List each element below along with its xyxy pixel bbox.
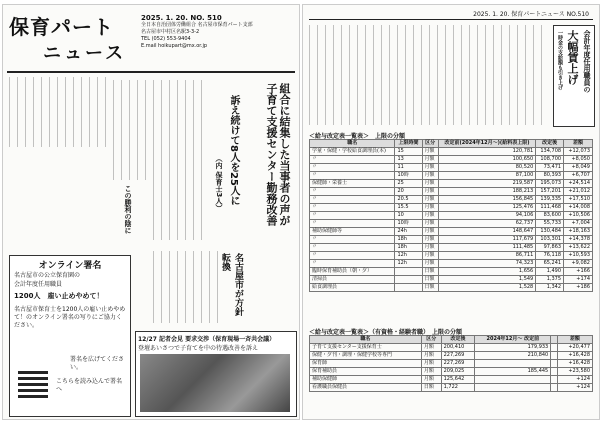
- table1-row: [310, 196, 593, 204]
- table2-cell: [475, 384, 551, 392]
- table2-cell: +124: [557, 376, 592, 384]
- table1-header-row: [310, 140, 593, 148]
- table1-cell: 18h: [395, 244, 422, 252]
- table1-cell: 156,845: [438, 196, 535, 204]
- table1-cell: +174: [564, 276, 593, 284]
- table1-cell: +18,163: [564, 228, 593, 236]
- table1-cell: 130,484: [536, 228, 564, 236]
- event-box: [135, 331, 297, 417]
- table1-cell: 195,073: [536, 180, 564, 188]
- online-line2: 会計年度任用職員: [14, 281, 63, 288]
- table2-row: [310, 384, 593, 392]
- table2-cell: 月額: [421, 344, 441, 352]
- table1-row: [310, 276, 593, 284]
- table2-cell: 日額: [421, 384, 441, 392]
- table1-cell: 清掃員: [310, 276, 395, 284]
- table1-cell: 日額: [422, 268, 438, 276]
- table1-cell: 74,323: [438, 260, 535, 268]
- table1-cell: 〃: [310, 252, 395, 260]
- table2-row: [310, 376, 593, 384]
- table1-row: [310, 220, 593, 228]
- table1-cell: 10時: [395, 220, 422, 228]
- online-petition-box: [9, 255, 131, 417]
- table2-caption: ＜給与改定表一覧表＞（有資格・経験者職） 上限の分額: [309, 329, 463, 336]
- table1-cell: +166: [564, 268, 593, 276]
- wage-headline-title: 会計年度任用職員の: [583, 30, 591, 93]
- table1-cell: 〃: [310, 188, 395, 196]
- table1-cell: [395, 276, 422, 284]
- table2-header-cell: 2024年12月〜 改定前: [475, 336, 551, 344]
- table1-row: [310, 172, 593, 180]
- table2-cell: +16,428: [557, 352, 592, 360]
- table1-cell: +8,049: [564, 164, 593, 172]
- table1-cell: 〃: [310, 156, 395, 164]
- wage-headline-big: 大幅賃上げ: [566, 30, 579, 85]
- table1-cell: 月額: [422, 180, 438, 188]
- left-page: [2, 4, 300, 420]
- masthead-info: [141, 15, 291, 50]
- table1-cell: 1,342: [536, 284, 564, 292]
- table1-cell: 120,781: [438, 148, 535, 156]
- table1-row: [310, 164, 593, 172]
- table1-cell: 80,393: [536, 172, 564, 180]
- table1-cell: 〃: [310, 260, 395, 268]
- table1-cell: 24h: [395, 228, 422, 236]
- logo-line2: ニュース: [43, 43, 127, 64]
- table1-cell: 55,733: [536, 220, 564, 228]
- table1-cell: 月額: [422, 260, 438, 268]
- table1-cell: 11: [395, 164, 422, 172]
- article2-body: [153, 251, 225, 323]
- table2-header-cell: 差額: [557, 336, 592, 344]
- table2-row: [310, 352, 593, 360]
- table2-header-cell: [551, 336, 558, 344]
- table1-cell: +10,506: [564, 212, 593, 220]
- table1-row: [310, 212, 593, 220]
- table1-row: [310, 260, 593, 268]
- table1-cell: 25: [395, 180, 422, 188]
- table1-cell: 97,863: [536, 244, 564, 252]
- table1-cell: 18h: [395, 236, 422, 244]
- table1-cell: 15.5: [395, 204, 422, 212]
- table1-cell: +13,622: [564, 244, 593, 252]
- table2-row: [310, 368, 593, 376]
- table2-cell: +16,428: [557, 360, 592, 368]
- table2-cell: 125,642: [441, 376, 475, 384]
- event-photo: [140, 354, 290, 412]
- table1-cell: 10: [395, 212, 422, 220]
- article1-subheadline2: （内 保育士3人）: [215, 155, 223, 212]
- table1-cell: 〃: [310, 212, 395, 220]
- table2-cell: [551, 376, 558, 384]
- telephone: TEL (052) 553-9404: [141, 36, 191, 42]
- table1-cell: [395, 268, 422, 276]
- table1-cell: 月額: [422, 212, 438, 220]
- right-header: 2025. 1. 20. 保育パートニュース NO.510: [473, 11, 589, 18]
- table2-cell: 185,445: [475, 368, 551, 376]
- table1-row: [310, 156, 593, 164]
- table1-row: [310, 236, 593, 244]
- table1-cell: 月額: [422, 172, 438, 180]
- table1-cell: 保健師・栄養士: [310, 180, 395, 188]
- table1-header-cell: 区分: [422, 140, 438, 148]
- intro-body: [9, 77, 109, 147]
- table1-cell: +24,514: [564, 180, 593, 188]
- table1-header-cell: 上限時間: [395, 140, 422, 148]
- table1-cell: 月額: [422, 164, 438, 172]
- table1-cell: +9,082: [564, 260, 593, 268]
- address: 名古屋市中村区名駅3-3-2: [141, 29, 200, 35]
- table2-cell: 209,025: [441, 368, 475, 376]
- table1-cell: 給食調理員: [310, 284, 395, 292]
- table1-cell: 月額: [422, 236, 438, 244]
- online-line3: 1200人 雇い止めやめて！: [14, 292, 104, 300]
- table1-cell: 12h: [395, 260, 422, 268]
- table1-row: [310, 204, 593, 212]
- qr-note: こちらを読み込んで署名へ: [56, 378, 123, 393]
- wage-headline-box: [553, 25, 595, 127]
- table2-cell: 保育師: [310, 360, 422, 368]
- table2-cell: +20,477: [557, 344, 592, 352]
- table1-header-cell: 差額: [564, 140, 593, 148]
- table1-cell: 219,587: [438, 180, 535, 188]
- table1-cell: 20.5: [395, 196, 422, 204]
- table1-cell: 1,375: [536, 276, 564, 284]
- table2-cell: 179,933: [475, 344, 551, 352]
- table2-cell: 看護職員保健員: [310, 384, 422, 392]
- table2-cell: 月額: [421, 368, 441, 376]
- table2-cell: 補助保健師: [310, 376, 422, 384]
- table1-row: [310, 252, 593, 260]
- table1-cell: [395, 284, 422, 292]
- event-subtitle: 登壇あいさつで子育てを中の待遇改善を訴え: [138, 345, 259, 352]
- table1-cell: 月額: [422, 204, 438, 212]
- table1-row: [310, 180, 593, 188]
- table1-cell: 〃: [310, 164, 395, 172]
- table1-cell: 月額: [422, 220, 438, 228]
- table2-row: [310, 360, 593, 368]
- table1-cell: 15: [395, 148, 422, 156]
- table1-cell: 月額: [422, 228, 438, 236]
- salary-table-2: [309, 335, 593, 392]
- table1-cell: 111,485: [438, 244, 535, 252]
- table1-cell: 臨時保育補助員（朝・夕）: [310, 268, 395, 276]
- table2-cell: 月額: [421, 376, 441, 384]
- table1-cell: 月額: [422, 252, 438, 260]
- table1-cell: +186: [564, 284, 593, 292]
- table1-cell: 76,118: [536, 252, 564, 260]
- table1-cell: 月額: [422, 196, 438, 204]
- online-petition-title: オンライン署名: [38, 261, 102, 271]
- table2-cell: [551, 384, 558, 392]
- table2-cell: 210,840: [475, 352, 551, 360]
- salary-table-1: [309, 139, 593, 292]
- table1-cell: 73,471: [536, 164, 564, 172]
- table2-cell: [475, 360, 551, 368]
- table1-cell: 〃: [310, 204, 395, 212]
- table2-cell: 月額: [421, 360, 441, 368]
- table1-cell: 125,476: [438, 204, 535, 212]
- table1-cell: 12h: [395, 252, 422, 260]
- article2-headline: 名古屋市が方針転換: [220, 253, 243, 316]
- table1-row: [310, 268, 593, 276]
- table1-cell: 148,647: [438, 228, 535, 236]
- online-note: 署名を広げてください。: [70, 356, 125, 371]
- table1-cell: 62,737: [438, 220, 535, 228]
- table1-cell: 117,679: [438, 236, 535, 244]
- table1-cell: 65,241: [536, 260, 564, 268]
- table1-cell: 月額: [422, 148, 438, 156]
- table2-cell: [551, 368, 558, 376]
- table1-cell: +14,378: [564, 236, 593, 244]
- table1-cell: 86,711: [438, 252, 535, 260]
- table1-cell: 94,106: [438, 212, 535, 220]
- table1-header-cell: 改定後: [536, 140, 564, 148]
- table1-cell: 月額: [422, 156, 438, 164]
- table2-cell: 子育て支援センター支援保育士: [310, 344, 422, 352]
- issue-date: 2025. 1. 20. NO. 510: [141, 14, 222, 22]
- table2-cell: [551, 360, 558, 368]
- masthead: [7, 9, 295, 73]
- table1-cell: 157,201: [536, 188, 564, 196]
- table1-cell: 20: [395, 188, 422, 196]
- right-article-body: [309, 25, 549, 125]
- article2-subhead: この勝利の陰に: [124, 185, 132, 234]
- table2-cell: [475, 376, 551, 384]
- table1-cell: +21,012: [564, 188, 593, 196]
- table1-cell: +7,004: [564, 220, 593, 228]
- table1-cell: 139,335: [536, 196, 564, 204]
- article-body-mid: [113, 80, 149, 180]
- table1-cell: 〃: [310, 236, 395, 244]
- wage-headline-sub: 一時金の支給額も引き上げ: [557, 30, 563, 90]
- table1-cell: 1,528: [438, 284, 535, 292]
- table1-cell: 103,301: [536, 236, 564, 244]
- article1-body: [153, 80, 208, 240]
- table1-cell: 83,600: [536, 212, 564, 220]
- table1-cell: 1,490: [536, 268, 564, 276]
- table1-cell: 10時: [395, 172, 422, 180]
- table2-cell: 月額: [421, 352, 441, 360]
- table2-cell: 200,410: [441, 344, 475, 352]
- table1-cell: 学童・保健・学校給食調理員(本): [310, 148, 395, 156]
- table2-header-row: [310, 336, 593, 344]
- table2-cell: +23,580: [557, 368, 592, 376]
- table1-cell: 134,708: [536, 148, 564, 156]
- table1-cell: 月額: [422, 244, 438, 252]
- org-name: 全日本自治団体労働組合 名古屋市保育パート支部: [141, 22, 253, 28]
- table1-cell: 〃: [310, 244, 395, 252]
- table1-cell: 108,700: [536, 156, 564, 164]
- table2-cell: 保健・夕刊・調理・保健学校等専門: [310, 352, 422, 360]
- table2-header-cell: 区分: [421, 336, 441, 344]
- table1-cell: 87,100: [438, 172, 535, 180]
- table1-cell: 〃: [310, 172, 395, 180]
- table1-cell: 〃: [310, 196, 395, 204]
- table1-cell: 補助保健師等: [310, 228, 395, 236]
- table2-cell: 227,269: [441, 360, 475, 368]
- table1-cell: 〃: [310, 220, 395, 228]
- table1-cell: 月額: [422, 188, 438, 196]
- table2-row: [310, 344, 593, 352]
- table1-cell: +10,593: [564, 252, 593, 260]
- right-page: [302, 4, 600, 420]
- table1-row: [310, 148, 593, 156]
- article1-subheadline: 訴え続けて8人を25人に: [228, 95, 239, 206]
- table1-cell: +17,510: [564, 196, 593, 204]
- table1-cell: +12,073: [564, 148, 593, 156]
- article1-headline: 組合に結集した当事者の声が子育て支援センター勤務改善: [265, 83, 291, 226]
- table1-cell: 80,520: [438, 164, 535, 172]
- table2-cell: [551, 352, 558, 360]
- table2-cell: +124: [557, 384, 592, 392]
- table1-cell: 日額: [422, 284, 438, 292]
- table1-row: [310, 284, 593, 292]
- table2-cell: 保育補助員: [310, 368, 422, 376]
- table1-row: [310, 188, 593, 196]
- table1-row: [310, 228, 593, 236]
- table1-header-cell: 職名: [310, 140, 395, 148]
- table1-cell: +8,050: [564, 156, 593, 164]
- table1-cell: 1,656: [438, 268, 535, 276]
- logo-line1: 保育パート: [9, 15, 114, 39]
- event-title: 12/27 記者会見 要求交渉（保育現場一斉共会議）: [138, 336, 276, 343]
- table2-cell: [551, 344, 558, 352]
- email: E.mail hoikupart@mx.or.jp: [141, 43, 208, 49]
- table1-cell: 111,468: [536, 204, 564, 212]
- table1-cell: 1,549: [438, 276, 535, 284]
- table2-cell: 227,269: [441, 352, 475, 360]
- table2-cell: 1,722: [441, 384, 475, 392]
- table1-cell: +6,707: [564, 172, 593, 180]
- table1-cell: 日額: [422, 276, 438, 284]
- table2-header-cell: 職名: [310, 336, 422, 344]
- online-body: 名古屋市保育士を1200人の雇い止めやめて！のオンライン署名の写りにご協力ください。: [14, 306, 126, 329]
- header-rule: [309, 19, 593, 20]
- table1-cell: 13: [395, 156, 422, 164]
- table1-caption: ＜給与改定表一覧表＞ 上限の分額: [309, 133, 406, 140]
- online-line1: 名古屋市の公立保育園の: [14, 272, 81, 279]
- table1-row: [310, 244, 593, 252]
- table1-header-cell: 改定前(2024年12月〜)(給料表上限): [438, 140, 535, 148]
- table2-header-cell: 改定後: [441, 336, 475, 344]
- table1-cell: +14,008: [564, 204, 593, 212]
- table1-cell: 100,650: [438, 156, 535, 164]
- qr-code-icon[interactable]: [18, 368, 48, 398]
- table1-cell: 188,213: [438, 188, 535, 196]
